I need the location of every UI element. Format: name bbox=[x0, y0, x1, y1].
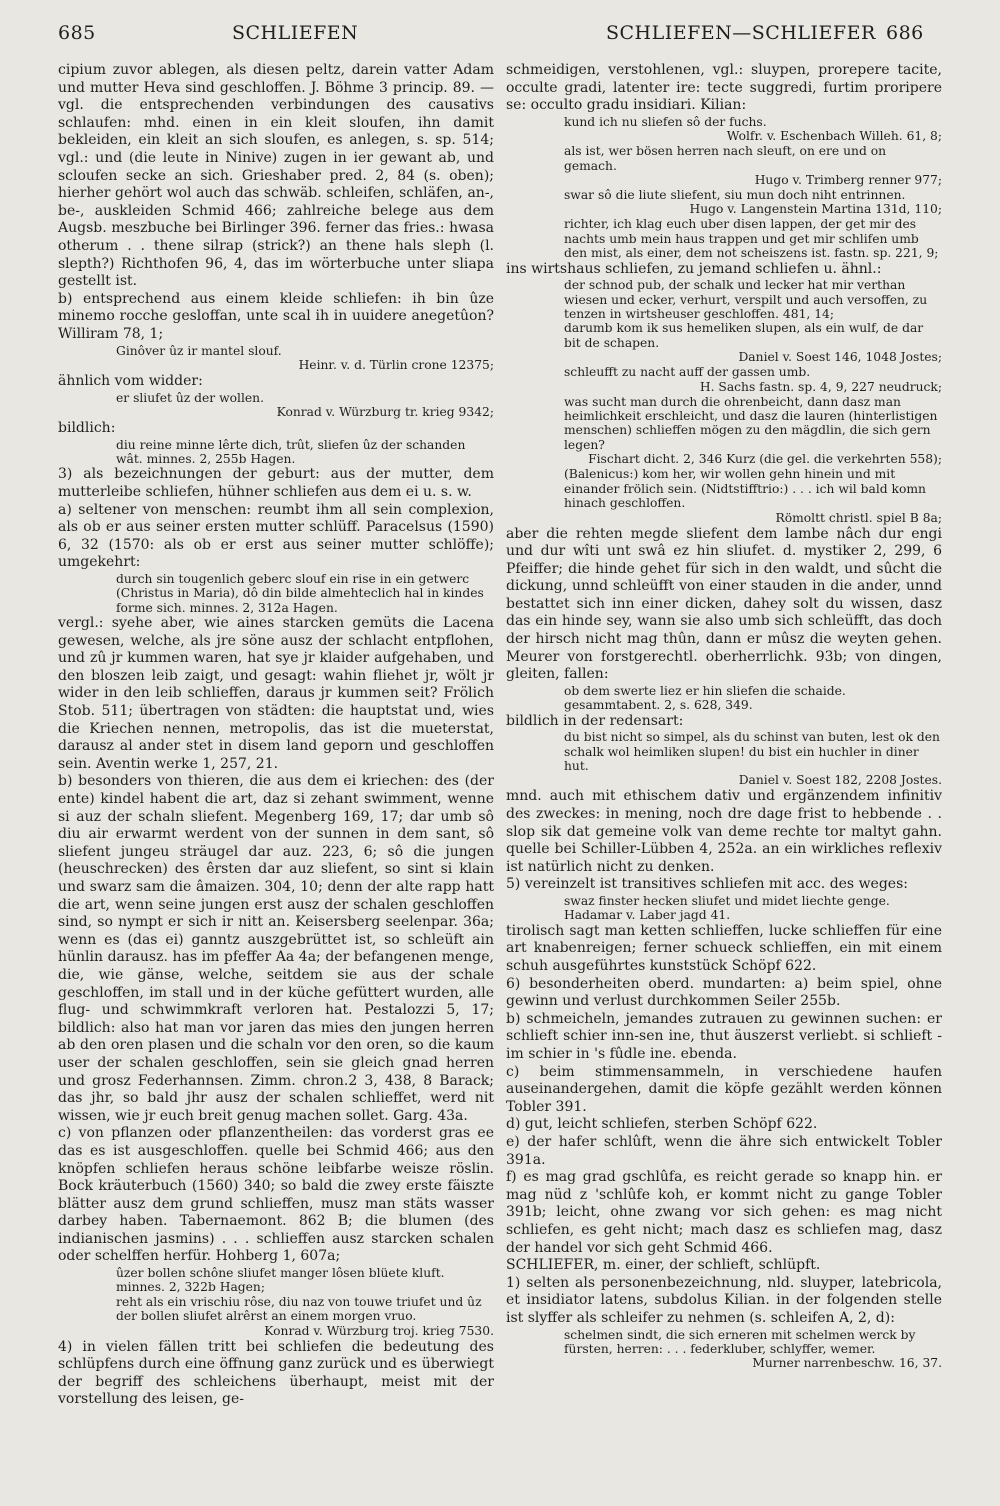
quotation: swar sô die liute sliefent, siu mun doch niht entrinnen. bbox=[564, 188, 906, 202]
source-citation: Hugo v. Trimberg renner 977; bbox=[754, 173, 942, 187]
paragraph: tirolisch sagt man ketten schlieffen, lucke schlieffen für eine art knabenreigen; ferner schueck schlieffen, ein mit einem schuh ausgeführtes kunststück Schöpf 622. bbox=[506, 922, 942, 975]
quotation: reht als ein vrischiu rôse, diu naz von touwe triufet und ûz der bollen sliufet alrêrst an einem morgen vruo. bbox=[116, 1294, 482, 1324]
quotation: der schnod pub, der schalk und lecker hat mir verthan wiesen und ecker, verhurt, verspilt und auch versoffen, zu tenzen in wirtsheuser geschloffen. 481, 14; bbox=[564, 278, 928, 322]
paragraph: vergl.: syehe aber, wie aines starcken gemüts die Lacena gewesen, welche, als jre söne ausz der schlacht entpflohen, und zû jr kummen waren, hat sye jr klaider aufgehaben, und den bloszen leib zaigt, und gesagt: wahin fliehet jr, wölt jr wider in den leib schlieffen, daraus jr kummen seit? Frölich Stob. 511; übertragen von städten: die hauptstat und, wies die Kriechen nennen, metropolis, das ist die mueterstat, darausz al ander stet in disem land geporn und geschloffen sein. Aventin werke 1, 257, 21. bbox=[58, 615, 494, 772]
quotation: was sucht man durch die ohrenbeicht, dann dasz man heimlichkeit erschleicht, und dasz die lauren (hinterlistigen menschen) schlieffen mögen zu den mägdlin, die sich gern legen? bbox=[564, 394, 938, 452]
paragraph: c) beim stimmensammeln, in verschiedene haufen auseinandergehen, damit die köpfe gezählt werden können Tobler 391. bbox=[506, 1063, 942, 1115]
quotation: ob dem swerte liez er hin sliefen die schaide. gesammtabent. 2, s. 628, 349. bbox=[564, 683, 846, 713]
paragraph: f) es mag grad gschlûfa, es reicht gerade so knapp hin. er mag nüd z 'schlûfe koh, er kommt nicht zu gange Tobler 391b; leicht, ohne zwang vor sich gehen: es mag nicht schliefen, es geht nicht; mach dasz es schliefen mag, dasz der handel vor sich geht Schmid 466. bbox=[506, 1169, 942, 1256]
source-citation: H. Sachs fastn. sp. 4, 9, 227 neudruck; bbox=[699, 379, 942, 394]
source-citation: Konrad v. Würzburg tr. krieg 9342; bbox=[276, 404, 494, 419]
paragraph: schmeidigen, verstohlenen, vgl.: sluypen, prorepere tacite, occulte gradi, latenter ire: tecte suggredi, furtim proripere se: occulto gradu insidiari. Kilian: bbox=[506, 62, 942, 114]
quotation: richter, ich klag euch uber disen lappen, der get mir des nachts umb mein haus trappen und get mir schlifen umb den mist, als einer, dem not scheiszens ist. fastn. sp. 221, 9; bbox=[564, 217, 939, 261]
quotation: durch sin tougenlich geberc slouf ein rise in ein getwerc (Christus in Maria), dô din bilde almehteclich hal in kindes forme sich. minnes. 2, 312a Hagen. bbox=[116, 571, 484, 615]
source-citation: Wolfr. v. Eschenbach Willeh. 61, 8; bbox=[726, 129, 942, 144]
quotation: darumb kom ik sus hemeliken slupen, als ein wulf, de dar bit de schapen. bbox=[564, 321, 924, 350]
source-citation: Daniel v. Soest 146, 1048 Jostes; bbox=[738, 350, 942, 365]
paragraph: ähnlich vom widder: bbox=[58, 372, 203, 389]
paragraph: cipium zuvor ablegen, als diesen peltz, darein vatter Adam und mutter Heva sind geschloffen. J. Böhme 3 princip. 89. — vgl. die entsprechenden verbindungen des causativs schlaufen: mhd. einen in ein kleit sloufen, ihn damit bekleiden, ein kleit an sich sloufen, es anlegen, s. sp. 514; vgl.: und (die leute in Ninive) zugen in ier gewant ab, und scloufen secke an sich. Grieshaber pred. 2, 84 (s. oben); hierher gehört wol auch das schwäb. schleifen, schläfen, an-, be-, auskleiden Schmid 466; zahlreiche belege aus dem Augsb. meszbuche bei Birlinger 396. ferner das fries.: hwasa otherum . . thene silrap (strick?) an thene hals sleph (l. slepth?) Richthofen 96, 4, das im wörterbuche unter sliapa gestellt ist. bbox=[58, 62, 494, 290]
right-text-column bbox=[506, 62, 942, 1371]
quotation: Ginôver ûz ir mantel slouf. bbox=[116, 343, 282, 358]
paragraph: ins wirtshaus schliefen, zu jemand schliefen u. ähnl.: bbox=[506, 260, 882, 277]
left-text-column bbox=[58, 62, 494, 1409]
quotation: er sliufet ûz der wollen. bbox=[116, 390, 264, 405]
paragraph: 3) als bezeichnungen der geburt: aus der mutter, dem mutterleibe schliefen, hühner schliefen aus dem ei u. s. w. bbox=[58, 466, 494, 500]
quotation: als ist, wer bösen herren nach sleuft, on ere und on gemach. bbox=[564, 144, 887, 173]
paragraph: b) besonders von thieren, die aus dem ei kriechen: des (der ente) kindel habent die art, daz si zehant swimment, wenne si auz der schaln sliefent. Megenberg 169, 17; dar umb sô diu air erwarmt werdent von der sunnen in dem sant, sô sliefent jungeu sträugel dar auz. 223, 6; sô die jungen (heuschrecken) des êrsten dar auz sliefent, so sint si klain und swarz sam die âmaizen. 304, 10; denn der alte rapp hatt die art, wenn seine jungen erst ausz der schalen geschloffen sind, so nympt er sich ir nitt an. Keisersberg seelenpar. 36a; wenn es (das ei) ganntz auszgebrüttet ist, so schleüft ain hünlin darausz. has im pfeffer Aa 4a; der befangenen menge, die, wie gänse, welche, seitdem sie aus der schale geschloffen, im stall und in der küche gefüttert wurden, alle flug- und schwimmkraft verloren hat. Pestalozzi 5, 17; bildlich: also hat man vor jaren das mies den jungen herren ab den oren plasen und die schaln vor den oren, so die kaum user der schalen geschloffen, sein sie gleich gnad herren und grosz Federhannsen. Zimm. chron.2 3, 438, 8 Barack; das jhr, so bald jhr ausz der schalen schlieffet, werd nit wissen, wie jr euch breit genug machen sollet. Garg. 43a. bbox=[58, 773, 494, 1124]
quotation: kund ich nu sliefen sô der fuchs. bbox=[564, 114, 767, 129]
paragraph: 4) in vielen fällen tritt bei schliefen die bedeutung des schlüpfens durch eine öffnung ganz zurück und es überwiegt der begriff des schleichens überhaupt, meist mit der vorstellung des leisen, ge- bbox=[58, 1338, 494, 1408]
page-header bbox=[0, 22, 1000, 58]
paragraph: 1) selten als personenbezeichnung, nld. sluyper, latebricola, et insidiator latens, subdolus Kilian. in der folgenden stelle ist slyffer als schleifer zu nehmen (s. schleifen A, 2, d): bbox=[506, 1274, 942, 1326]
quotation: schelmen sindt, die sich erneren mit schelmen werck by fürsten, herren: . . . federkluber, schlyffer, wemer. bbox=[564, 1327, 916, 1356]
paragraph: mnd. auch mit ethischem dativ und ergänzendem infinitiv des zweckes: in mening, noch dre dage frist to hebbende . . slop sik dat gemeine volk van deme rechte tor maltyt gahn. quelle bei Schiller-Lübben 4, 252a. an ein wirkliches reflexiv ist natürlich nicht zu denken. bbox=[506, 788, 942, 875]
paragraph: 5) vereinzelt ist transitives schliefen mit acc. des weges: bbox=[506, 876, 908, 893]
paragraph: e) der hafer schlûft, wenn die ähre sich entwickelt Tobler 391a. bbox=[506, 1133, 942, 1168]
source-citation: Hugo v. Langenstein Martina 131d, 110; bbox=[689, 202, 942, 217]
paragraph: d) gut, leicht schliefen, sterben Schöpf 622. bbox=[506, 1116, 818, 1133]
source-citation: Konrad v. Würzburg troj. krieg 7530. bbox=[264, 1323, 494, 1338]
right-running-title: SCHLIEFEN—SCHLIEFER bbox=[606, 22, 876, 44]
paragraph: bildlich: bbox=[58, 419, 116, 436]
paragraph: b) entsprechend aus einem kleide schliefen: ih bin ûze minemo rocche gesloffan, unte scal ih in uuidere anegetûon? Williram 78, 1; bbox=[58, 290, 494, 342]
left-running-title: SCHLIEFEN bbox=[232, 22, 359, 44]
source-citation: Römoltt christl. spiel B 8a; bbox=[775, 510, 942, 525]
quotation: (Balenicus:) kom her, wir wollen gehn hinein und mit einander frölich sein. (Nidtstifftrio:) . . . ich wil bald komn hinach geschloffen. bbox=[564, 467, 926, 511]
paragraph: aber die rehten megde sliefent dem lambe nâch dur engi und dur wîti unt swâ ez hin sliufet. d. mystiker 2, 299, 6 Pfeiffer; die hinde gehet für sich in den waldt, und sûcht die dickung, unnd schleüfft von einer stauden in die ander, unnd bestattet sich inn einer dicken, dahey solt du wissen, dasz das ein hinde sey, wann sie also umb sich schleüfft, das doch der hirsch nicht mag thûn, dann er mûsz die weyten gehen. Meurer von forstgerechtl. oberherrlichk. 93b; von dingen, gleiten, fallen: bbox=[506, 525, 942, 683]
source-citation: Heinr. v. d. Türlin crone 12375; bbox=[298, 357, 494, 372]
paragraph: SCHLIEFER, m. einer, der schlieft, schlüpft. bbox=[506, 1257, 821, 1274]
paragraph: 6) besonderheiten oberd. mundarten: a) beim spiel, ohne gewinn und verlust durchkommen Seiler 255b. bbox=[506, 975, 942, 1010]
source-citation: Murner narrenbeschw. 16, 37. bbox=[752, 1356, 942, 1371]
left-page-number: 685 bbox=[58, 22, 96, 44]
source-citation: Fischart dicht. 2, 346 Kurz (die gel. die verkehrten 558); bbox=[588, 452, 942, 467]
paragraph: b) schmeicheln, jemandes zutrauen zu gewinnen suchen: er schlieft schier inn-sen ine, thut äuszerst verliebt. si schlieft -im schier in 's fûdle ine. ebenda. bbox=[506, 1010, 942, 1062]
paragraph: c) von pflanzen oder pflanzentheilen: das vorderst gras ee das es ist ausgeschloffen. quelle bei Schmid 466; aus den knöpfen schliefen heraus schöne leibfarbe weisze röslin. Bock kräuterbuch (1560) 340; so bald die zwey erste fäiszte blätter ausz dem grund schlieffen, musz man stäts wasser darbey haben. Tabernaemont. 862 B; die blumen (des indianischen jasmins) . . . schlieffen ausz starcken schalen oder schelffen herfür. Hohberg 1, 607a; bbox=[58, 1125, 494, 1265]
quotation: diu reine minne lêrte dich, trût, sliefen ûz der schanden wât. minnes. 2, 255b Hagen. bbox=[116, 437, 466, 466]
quotation: du bist nicht so simpel, als du schinst van buten, lest ok den schalk wol heimliken slupen! du bist ein huchler in diner hut. bbox=[564, 730, 940, 774]
quotation: schleufft zu nacht auff der gassen umb. bbox=[564, 365, 811, 380]
source-citation: Daniel v. Soest 182, 2208 Jostes. bbox=[738, 773, 942, 788]
paragraph: a) seltener von menschen: reumbt ihm all sein complexion, als ob er aus seiner ersten mutter schlüff. Paracelsus (1590) 6, 32 (1570: als ob er erst aus seiner mutter schlöffe); umgekehrt: bbox=[58, 501, 494, 571]
quotation: ûzer bollen schône sliufet manger lôsen blüete kluft. minnes. 2, 322b Hagen; bbox=[116, 1266, 445, 1295]
paragraph: bildlich in der redensart: bbox=[506, 712, 684, 729]
right-page-number: 686 bbox=[886, 22, 924, 44]
quotation: swaz finster hecken sliufet und midet liechte genge. Hadamar v. Laber jagd 41. bbox=[564, 894, 890, 923]
